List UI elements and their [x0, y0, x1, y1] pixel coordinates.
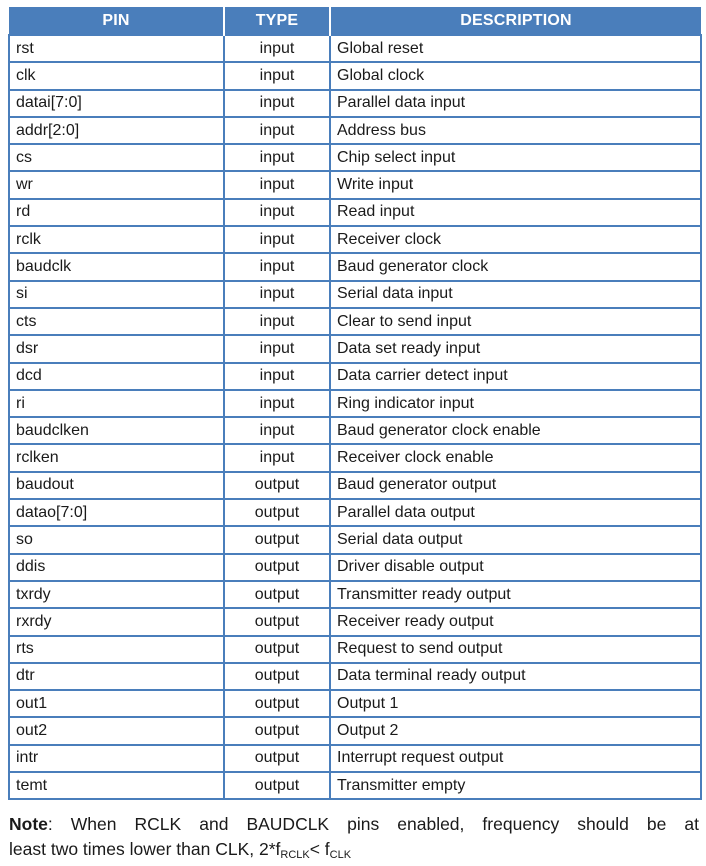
note-label: Note [9, 814, 48, 834]
pin-cell: txrdy [9, 581, 224, 608]
type-cell: input [224, 253, 330, 280]
description-cell: Driver disable output [330, 554, 701, 581]
description-cell: Receiver clock [330, 226, 701, 253]
type-cell: input [224, 35, 330, 62]
header-type: TYPE [224, 7, 330, 35]
table-row [9, 35, 701, 62]
type-cell: input [224, 226, 330, 253]
type-cell: input [224, 281, 330, 308]
pin-cell: baudout [9, 472, 224, 499]
table-row [9, 554, 701, 581]
type-cell: input [224, 171, 330, 198]
type-cell: input [224, 117, 330, 144]
type-cell: output [224, 772, 330, 799]
description-cell: Address bus [330, 117, 701, 144]
description-cell: Output 1 [330, 690, 701, 717]
pin-cell: temt [9, 772, 224, 799]
table-row [9, 62, 701, 89]
description-cell: Baud generator clock [330, 253, 701, 280]
type-cell: output [224, 526, 330, 553]
pin-cell: cts [9, 308, 224, 335]
pin-cell: si [9, 281, 224, 308]
table-row [9, 90, 701, 117]
table-row [9, 636, 701, 663]
table-row [9, 690, 701, 717]
table-row [9, 226, 701, 253]
table-row [9, 363, 701, 390]
table-row [9, 663, 701, 690]
pin-cell: rclk [9, 226, 224, 253]
pin-cell: rts [9, 636, 224, 663]
type-cell: input [224, 390, 330, 417]
pin-cell: clk [9, 62, 224, 89]
description-cell: Interrupt request output [330, 745, 701, 772]
table-row [9, 499, 701, 526]
type-cell: input [224, 144, 330, 171]
table-row [9, 472, 701, 499]
table-row [9, 335, 701, 362]
table-row [9, 171, 701, 198]
pin-cell: out1 [9, 690, 224, 717]
pin-cell: addr[2:0] [9, 117, 224, 144]
pin-cell: dsr [9, 335, 224, 362]
table-row [9, 608, 701, 635]
description-cell: Data terminal ready output [330, 663, 701, 690]
pin-cell: cs [9, 144, 224, 171]
table-row [9, 717, 701, 744]
table-row [9, 308, 701, 335]
description-cell: Read input [330, 199, 701, 226]
description-cell: Ring indicator input [330, 390, 701, 417]
type-cell: output [224, 581, 330, 608]
description-cell: Output 2 [330, 717, 701, 744]
type-cell: output [224, 636, 330, 663]
pin-cell: rst [9, 35, 224, 62]
type-cell: output [224, 472, 330, 499]
table-row [9, 417, 701, 444]
pin-cell: baudclken [9, 417, 224, 444]
type-cell: output [224, 745, 330, 772]
type-cell: output [224, 663, 330, 690]
table-row [9, 390, 701, 417]
table-row [9, 745, 701, 772]
header-description: DESCRIPTION [330, 7, 701, 35]
note-sub-clk: CLK [329, 849, 352, 861]
description-cell: Chip select input [330, 144, 701, 171]
pin-cell: wr [9, 171, 224, 198]
table-row [9, 117, 701, 144]
pin-cell: ddis [9, 554, 224, 581]
table-row [9, 253, 701, 280]
description-cell: Receiver ready output [330, 608, 701, 635]
type-cell: output [224, 554, 330, 581]
type-cell: output [224, 717, 330, 744]
description-cell: Global clock [330, 62, 701, 89]
description-cell: Data carrier detect input [330, 363, 701, 390]
table-row [9, 199, 701, 226]
description-cell: Clear to send input [330, 308, 701, 335]
pin-cell: rclken [9, 444, 224, 471]
description-cell: Serial data output [330, 526, 701, 553]
type-cell: input [224, 62, 330, 89]
pin-table [8, 7, 702, 800]
type-cell: input [224, 417, 330, 444]
pin-cell: rd [9, 199, 224, 226]
pin-cell: rxrdy [9, 608, 224, 635]
note-line-1 [9, 812, 699, 837]
table-row [9, 144, 701, 171]
description-cell: Transmitter empty [330, 772, 701, 799]
pin-cell: datai[7:0] [9, 90, 224, 117]
description-cell: Write input [330, 171, 701, 198]
pin-cell: ri [9, 390, 224, 417]
type-cell: input [224, 308, 330, 335]
type-cell: input [224, 199, 330, 226]
type-cell: input [224, 444, 330, 471]
table-row [9, 281, 701, 308]
pin-cell: intr [9, 745, 224, 772]
note-sub-rclk: RCLK [280, 849, 310, 861]
table-row [9, 581, 701, 608]
note-line2-prefix: least two times lower than CLK, 2*f [9, 839, 281, 859]
note-line1-text: : When RCLK and BAUDCLK pins enabled, frequency should be at [47, 814, 699, 834]
description-cell: Baud generator output [330, 472, 701, 499]
table-header-row [9, 7, 701, 35]
description-cell: Data set ready input [330, 335, 701, 362]
description-cell: Transmitter ready output [330, 581, 701, 608]
table-row [9, 444, 701, 471]
pin-cell: out2 [9, 717, 224, 744]
header-pin: PIN [9, 7, 224, 35]
type-cell: output [224, 608, 330, 635]
type-cell: output [224, 499, 330, 526]
pin-cell: datao[7:0] [9, 499, 224, 526]
pin-cell: so [9, 526, 224, 553]
description-cell: Baud generator clock enable [330, 417, 701, 444]
type-cell: input [224, 363, 330, 390]
table-body [9, 35, 701, 799]
note-line-2 [9, 837, 699, 862]
description-cell: Parallel data input [330, 90, 701, 117]
description-cell: Request to send output [330, 636, 701, 663]
description-cell: Global reset [330, 35, 701, 62]
pin-cell: dtr [9, 663, 224, 690]
table-row [9, 526, 701, 553]
description-cell: Parallel data output [330, 499, 701, 526]
pin-cell: dcd [9, 363, 224, 390]
note-line2-middle: < f [309, 839, 330, 859]
note [9, 812, 699, 862]
type-cell: input [224, 90, 330, 117]
description-cell: Receiver clock enable [330, 444, 701, 471]
description-cell: Serial data input [330, 281, 701, 308]
type-cell: output [224, 690, 330, 717]
type-cell: input [224, 335, 330, 362]
table-row [9, 772, 701, 799]
pin-cell: baudclk [9, 253, 224, 280]
